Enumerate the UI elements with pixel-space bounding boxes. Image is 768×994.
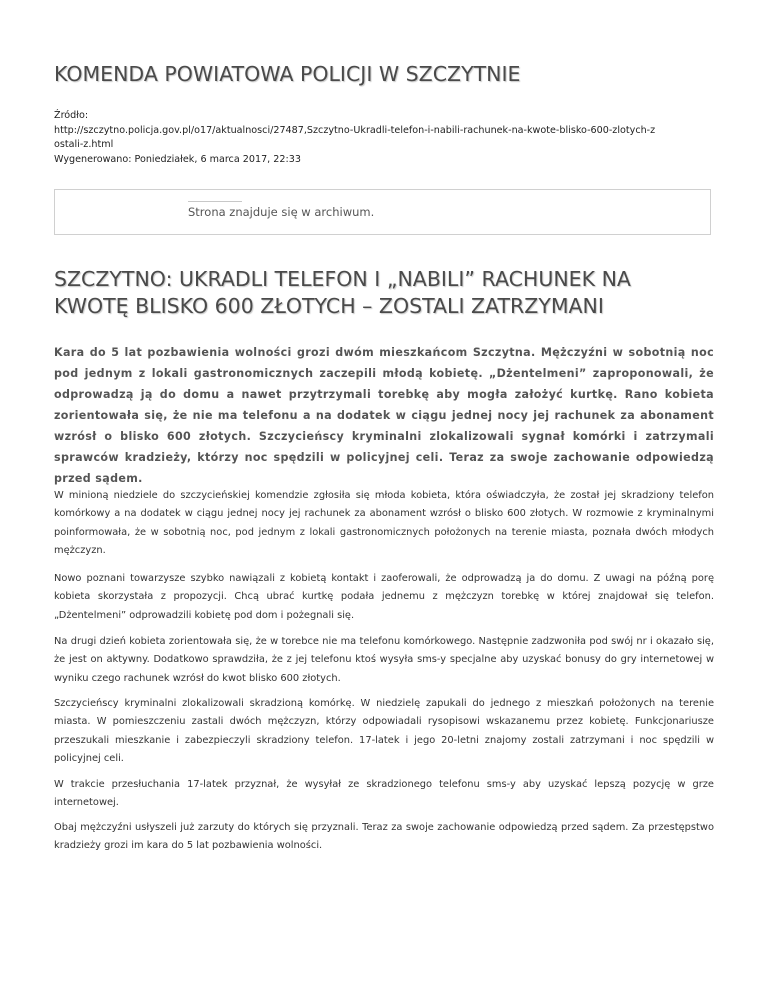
source-url-line-1[interactable]: http://szczytno.policja.gov.pl/o17/aktualnosci/27487,Szczytno-Ukradli-telefon-i-nabili-rachunek-na-kwote-blisko-600-zlotych-z <box>54 124 656 136</box>
generated-date: Wygenerowano: Poniedziałek, 6 marca 2017, 22:33 <box>54 153 301 165</box>
article-title: SZCZYTNO: UKRADLI TELEFON I „NABILI” RACHUNEK NA KWOTĘ BLISKO 600 ZŁOTYCH – ZOSTALI ZATRZYMANI <box>54 267 631 318</box>
article-paragraph-6: Obaj mężczyźni usłyszeli już zarzuty do których się przyznali. Teraz za swoje zachowanie odpowiedzą przed sądem. Za przestępstwo kradzieży grozi im kara do 5 lat pozbawienia wolności. <box>54 822 714 852</box>
source-url-line-2[interactable]: ostali-z.html <box>54 139 114 150</box>
article-paragraph-2: Nowo poznani towarzysze szybko nawiązali z kobietą kontakt i zaoferowali, że odprowadzą ja do domu. Z uwagi na późną porę kobieta skorzystała z propozycji. Chcą ubrać kurtkę podała jednemu z mężczyzn torebkę w której znajdował się telefon. „Dżentelmeni” odprowadzili kobietę pod dom i pożegnali się. <box>54 573 714 621</box>
archive-divider <box>188 201 242 202</box>
article-lead: Kara do 5 lat pozbawienia wolności grozi dwóm mieszkańcom Szczytna. Mężczyźni w sobotnią noc pod jednym z lokali gastronomicznych zaczepili młodą kobietę. „Dżentelmeni” zaproponowali, że odprowadzą ją do domu a nawet przytrzymali torebkę aby mogła założyć kurtkę. Rano kobieta zorientowała się, że nie ma telefonu a na dodatek w ciągu jednej nocy jej rachunek za abonament wzrósł o blisko 600 złotych. Szczycieńscy kryminalni zlokalizowali sygnał komórki i zatrzymali sprawców kradzieży, którzy noc spędzili w policyjnej celi. Teraz za swoje zachowanie odpowiedzą przed sądem. <box>54 346 714 485</box>
archive-notice-box <box>54 189 711 235</box>
source-label: Źródło: <box>54 110 89 121</box>
article-paragraph-3: Na drugi dzień kobieta zorientowała się, że w torebce nie ma telefonu komórkowego. Następnie zadzwoniła pod swój nr i okazało się, że jest on aktywny. Dodatkowo sprawdziła, że z jej telefonu ktoś wysyła sms-y specjalne aby uzyskać bonusy do gry internetowej w wyniku czego rachunek wzrósł do kwot blisko 600 złotych. <box>54 636 714 684</box>
document-meta <box>54 109 714 167</box>
site-title: KOMENDA POWIATOWA POLICJI W SZCZYTNIE <box>54 62 521 86</box>
article-paragraph-5: W trakcie przesłuchania 17-latek przyznał, że wysyłał ze skradzionego telefonu sms-y aby uzyskać lepszą pozycję w grze internetowej. <box>54 779 714 809</box>
article-paragraph-1: W minioną niedziele do szczycieńskiej komendzie zgłosiła się młoda kobieta, która oświadczyła, że został jej skradziony telefon komórkowy a na dodatek w ciągu jednej nocy jej rachunek za abonament wzrósł o blisko 600 złotych. W rozmowie z kryminalnymi poinformowała, że w sobotnią noc, pod jednym z lokali gastronomicznych położonych na terenie miasta, poznała dwóch młodych mężczyzn. <box>54 490 714 557</box>
article-paragraph-4: Szczycieńscy kryminalni zlokalizowali skradzioną komórkę. W niedzielę zapukali do jednego z mieszkań położonych na terenie miasta. W pomieszczeniu zastali dwóch mężczyzn, którzy odpowiadali rysopisowi wskazanemu przez kobietę. Funkcjonariusze przeszukali mieszkanie i zabezpieczyli skradziony telefon. 17-latek i jego 20-letni znajomy zostali zatrzymani i noc spędzili w policyjnej celi. <box>54 698 714 765</box>
archive-notice-text: Strona znajduje się w archiwum. <box>188 205 375 219</box>
